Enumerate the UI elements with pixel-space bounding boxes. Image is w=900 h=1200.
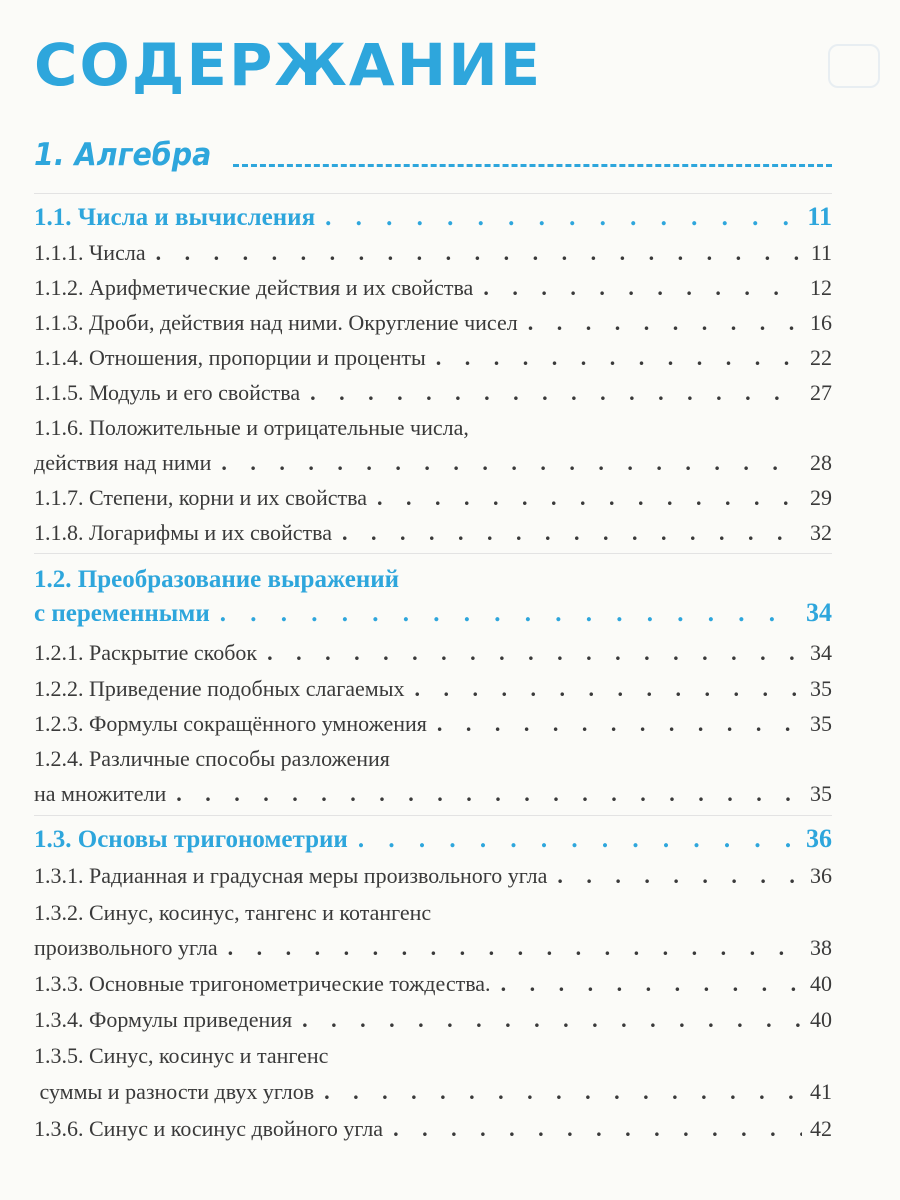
- toc-label: 1.1.3. Дроби, действия над ними. Округление чисел: [34, 310, 518, 335]
- toc-label: 1.1.1. Числа: [34, 240, 146, 265]
- toc-page: 28: [810, 450, 832, 475]
- toc-section[interactable]: [34, 196, 832, 230]
- dot-leader: [557, 865, 802, 887]
- dot-leader: [324, 1081, 802, 1103]
- dot-leader: [156, 242, 803, 264]
- toc-entry[interactable]: [34, 370, 832, 404]
- toc-label: 1.1.7. Степени, корни и их свойства: [34, 485, 368, 510]
- dot-leader: [228, 937, 802, 959]
- toc-label: 1.3.1. Радианная и градусная меры произвольного угла: [34, 863, 548, 888]
- toc-label: 1.2.4. Различные способы разложения: [34, 746, 390, 771]
- dot-leader: [325, 205, 799, 230]
- toc-section[interactable]: [34, 592, 832, 626]
- toc-entry[interactable]: [34, 771, 832, 805]
- toc-entry[interactable]: [34, 300, 832, 334]
- toc-label: 1.1.6. Положительные и отрицательные числа,: [34, 415, 469, 440]
- dot-leader: [176, 783, 802, 805]
- toc-entry[interactable]: [34, 630, 832, 664]
- toc-entry[interactable]: [34, 510, 832, 544]
- dot-leader: [415, 678, 802, 700]
- toc-label: произвольного угла: [34, 935, 218, 960]
- toc-page: 16: [810, 310, 832, 335]
- toc-label: 1.1.4. Отношения, пропорции и проценты: [34, 345, 426, 370]
- toc-entry[interactable]: [34, 997, 832, 1031]
- chapter-heading: [34, 137, 832, 173]
- toc-entry-line1[interactable]: [34, 405, 832, 439]
- dot-leader: [302, 1009, 802, 1031]
- corner-emblem-icon: [828, 44, 880, 88]
- toc-label: 1.3.5. Синус, косинус и тангенс: [34, 1043, 329, 1068]
- toc-page: 11: [810, 240, 832, 265]
- toc-entry-line1[interactable]: [34, 890, 832, 924]
- toc-page: 12: [810, 275, 832, 300]
- toc-entry[interactable]: [34, 335, 832, 369]
- dot-leader: [267, 642, 802, 664]
- toc-page: 36: [806, 824, 832, 853]
- toc-section[interactable]: [34, 818, 832, 852]
- page-title: СОДЕРЖАНИЕ: [34, 31, 543, 99]
- dot-leader: [528, 312, 802, 334]
- toc-label: 1.2.3. Формулы сокращённого умножения: [34, 711, 427, 736]
- dot-leader: [501, 973, 802, 995]
- toc-label: 1.2.2. Приведение подобных слагаемых: [34, 676, 405, 701]
- dot-leader: [393, 1118, 802, 1140]
- toc-label: 1.1.5. Модуль и его свойства: [34, 380, 301, 405]
- toc-label: 1.2. Преобразование выражений: [34, 566, 400, 593]
- toc-page: 34: [806, 598, 832, 627]
- dot-leader: [342, 522, 802, 544]
- chapter-rule: [233, 164, 832, 167]
- toc-entry[interactable]: [34, 265, 832, 299]
- toc-label: 1.3.3. Основные тригонометрические тождества.: [34, 971, 491, 996]
- toc-page: 35: [810, 781, 832, 806]
- toc-label: 1.3. Основы тригонометрии: [34, 826, 348, 853]
- toc-label: 1.1. Числа и вычисления: [34, 204, 316, 231]
- toc-page: 27: [810, 380, 832, 405]
- toc-label: 1.3.4. Формулы приведения: [34, 1007, 293, 1032]
- toc-page: 41: [810, 1079, 832, 1104]
- toc-label: с переменными: [34, 600, 210, 627]
- toc-entry[interactable]: [34, 230, 832, 264]
- toc-section-line1[interactable]: [34, 558, 832, 592]
- toc-page: 22: [810, 345, 832, 370]
- toc-page: 35: [810, 676, 832, 701]
- toc-entry[interactable]: [34, 853, 832, 887]
- toc-page: 38: [810, 935, 832, 960]
- toc-entry[interactable]: [34, 925, 832, 959]
- toc-entry[interactable]: [34, 1106, 832, 1140]
- toc-entry-line1[interactable]: [34, 736, 832, 770]
- divider: [34, 193, 832, 194]
- dot-leader: [358, 827, 798, 852]
- dot-leader: [377, 487, 802, 509]
- toc-page: 35: [810, 711, 832, 736]
- dot-leader: [220, 601, 798, 626]
- toc-entry[interactable]: [34, 666, 832, 700]
- chapter-title: 1. Алгебра: [34, 137, 212, 173]
- dot-leader: [483, 277, 802, 299]
- toc-entry-line1[interactable]: [34, 1033, 832, 1067]
- dot-leader: [436, 347, 802, 369]
- toc-page: 40: [810, 971, 832, 996]
- toc-label: 1.3.6. Синус и косинус двойного угла: [34, 1116, 384, 1141]
- toc-page: 42: [810, 1116, 832, 1141]
- toc-page: 32: [810, 520, 832, 545]
- divider: [34, 553, 832, 554]
- toc-page: 29: [810, 485, 832, 510]
- toc-entry[interactable]: [34, 701, 832, 735]
- toc-entry[interactable]: [34, 961, 832, 995]
- toc-page: 34: [810, 640, 832, 665]
- dot-leader: [310, 382, 802, 404]
- toc-label: действия над ними: [34, 450, 212, 475]
- toc-label: 1.1.2. Арифметические действия и их свойства: [34, 275, 474, 300]
- toc-label: 1.3.2. Синус, косинус, тангенс и котангенс: [34, 900, 432, 925]
- toc-entry[interactable]: [34, 475, 832, 509]
- toc-label: суммы и разности двух углов: [34, 1079, 315, 1104]
- toc-label: 1.2.1. Раскрытие скобок: [34, 640, 258, 665]
- toc-label: 1.1.8. Логарифмы и их свойства: [34, 520, 332, 545]
- dot-leader: [221, 452, 802, 474]
- divider: [34, 815, 832, 816]
- toc-page: 11: [807, 202, 832, 231]
- toc-page: 36: [810, 863, 832, 888]
- toc-entry[interactable]: [34, 1069, 832, 1103]
- toc-entry[interactable]: [34, 440, 832, 474]
- dot-leader: [437, 713, 802, 735]
- toc-page: 40: [810, 1007, 832, 1032]
- toc-label: на множители: [34, 781, 167, 806]
